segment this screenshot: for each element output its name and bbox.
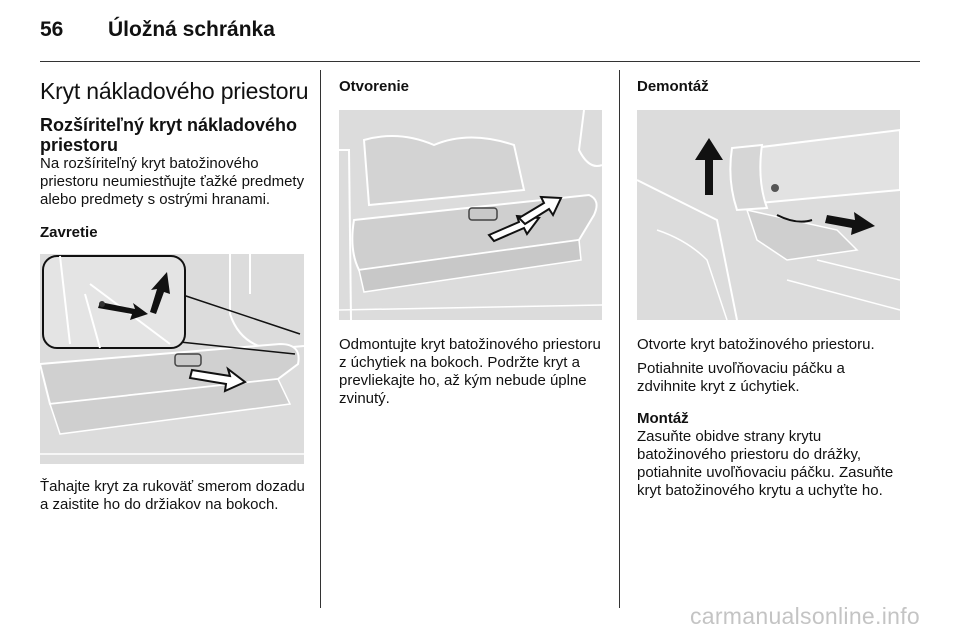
heading-montaz: Montáž: [637, 410, 689, 427]
closing-text: Ťahajte kryt za rukoväť smerom dozadu a zaistite ho do držiakov na bokoch.: [40, 478, 305, 513]
chapter-title: Kryt nákladového priestoru: [40, 78, 309, 104]
section-title: Úložná schránka: [108, 18, 275, 41]
subtitle: Rozšíriteľný kryt nákladového priestoru: [40, 115, 298, 155]
watermark: carmanualsonline.info: [689, 603, 920, 629]
opening-text: Odmontujte kryt batožinového priestoru z úchytiek na bokoch. Podržte kryt a prevliekajte ho, až kým nebude úplne zvinutý.: [339, 336, 601, 407]
closing-illustration: [40, 254, 304, 464]
heading-otvorenie: Otvorenie: [339, 78, 410, 95]
opening-illustration: [339, 110, 602, 320]
heading-demontaz: Demontáž: [637, 78, 709, 95]
figure-opening: [339, 110, 602, 320]
page-number: 56: [40, 18, 64, 41]
intro-text: Na rozšíriteľný kryt batožinového priestoru neumiestňujte ťažké predmety alebo predmety s ostrými hranami.: [40, 155, 305, 208]
column-1: [40, 70, 309, 514]
installation-text: Zasuňte obidve strany krytu batožinového priestoru do drážky, potiahnite uvoľňovaciu páčku. Zasuňte kryt batožinového krytu a uchyťte ho.: [637, 428, 894, 499]
removal-illustration: [637, 110, 900, 320]
column-2: [339, 70, 607, 408]
removal-text-1: Otvorte kryt batožinového priestoru.: [637, 336, 875, 353]
column-divider-1: [320, 70, 321, 608]
column-divider-2: [619, 70, 620, 608]
figure-closing: [40, 254, 304, 464]
removal-text-2: Potiahnite uvoľňovaciu páčku a zdvihnite kryt z úchytiek.: [637, 360, 845, 395]
page-header: [40, 18, 920, 48]
column-3: [637, 70, 905, 500]
header-divider: [40, 61, 920, 62]
figure-removal: [637, 110, 900, 320]
heading-zavretie: Zavretie: [40, 224, 98, 241]
